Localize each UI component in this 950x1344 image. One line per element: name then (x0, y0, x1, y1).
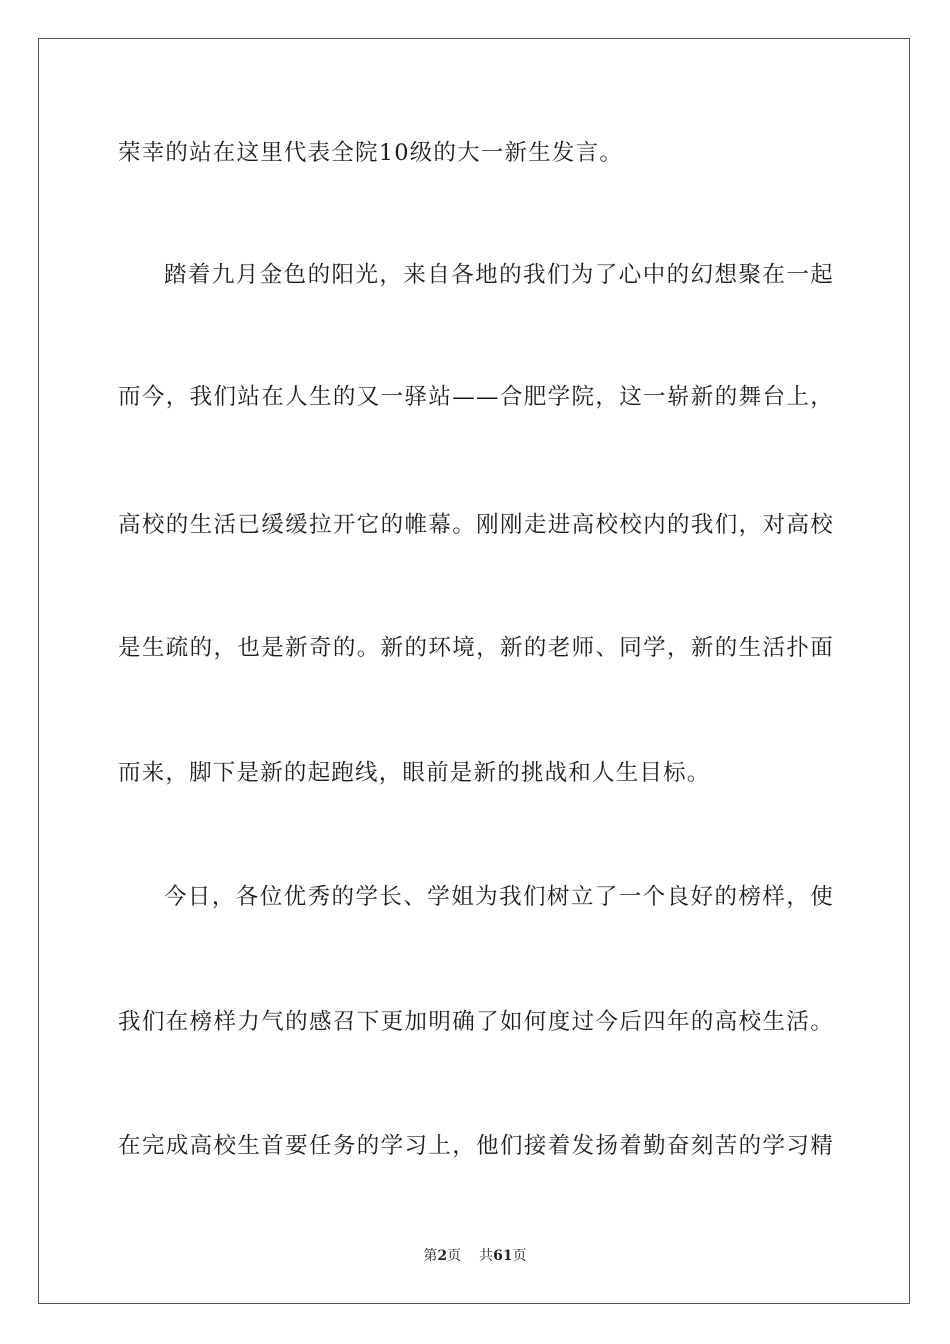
text-line-5: 是生疏的，也是新奇的。新的环境，新的老师、同学，新的生活扑面 (118, 635, 834, 661)
text-line-8: 我们在榜样力气的感召下更加明确了如何度过今后四年的高校生活。 (118, 1009, 834, 1035)
footer-page-suffix: 页 (447, 1248, 462, 1264)
text-line-3: 而今，我们站在人生的又一驿站——合肥学院，这一崭新的舞台上， (118, 384, 834, 410)
text-line-1: 荣幸的站在这里代表全院10级的大一新生发言。 (118, 140, 624, 166)
text-line-4: 高校的生活已缓缓拉开它的帷幕。刚刚走进高校校内的我们，对高校 (118, 512, 834, 538)
text-line-6: 而来，脚下是新的起跑线，眼前是新的挑战和人生目标。 (118, 760, 711, 786)
page-border (38, 38, 910, 1304)
footer-page-number: 2 (437, 1248, 448, 1264)
footer-total-suffix: 页 (512, 1248, 527, 1264)
footer-total-prefix: 共 (479, 1248, 494, 1264)
footer-total-pages: 61 (493, 1248, 513, 1264)
text-line-9: 在完成高校生首要任务的学习上，他们接着发扬着勤奋刻苦的学习精 (118, 1133, 834, 1159)
text-line-7: 今日，各位优秀的学长、学姐为我们树立了一个良好的榜样，使 (164, 884, 834, 910)
page-footer (0, 1246, 950, 1266)
footer-page-prefix: 第 (423, 1248, 438, 1264)
text-line-2: 踏着九月金色的阳光，来自各地的我们为了心中的幻想聚在一起 (164, 262, 834, 288)
